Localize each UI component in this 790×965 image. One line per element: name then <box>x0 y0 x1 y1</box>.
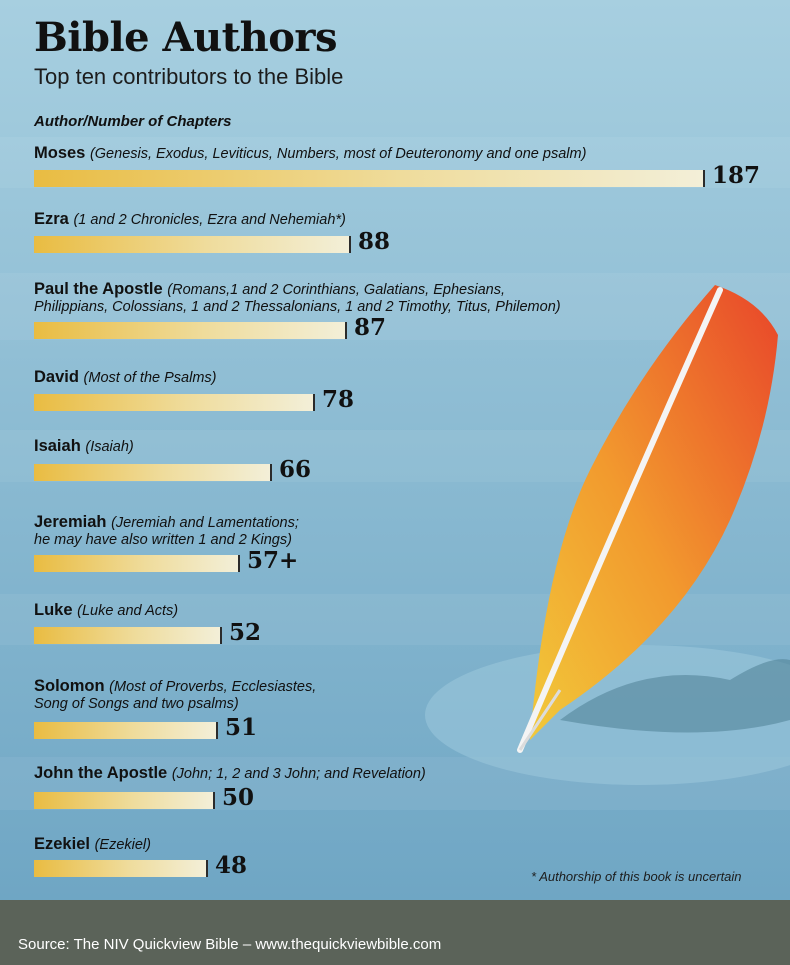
author-label <box>34 765 714 782</box>
source-credit: Source: The NIV Quickview Bible – www.thequickviewbible.com <box>18 936 442 953</box>
author-label <box>34 514 714 548</box>
author-label <box>34 438 714 455</box>
chart-subtitle: Top ten contributors to the Bible <box>34 64 344 89</box>
author-books-note: Philippians, Colossians, 1 and 2 Thessalonians, 1 and 2 Timothy, Titus, Philemon) <box>34 299 561 315</box>
author-name: David <box>34 368 79 386</box>
chapter-bar <box>34 170 705 187</box>
author-name: Moses <box>34 144 86 162</box>
chapter-bar <box>34 722 218 739</box>
author-label <box>34 369 714 386</box>
axis-header: Author/Number of Chapters <box>34 113 232 130</box>
footer <box>0 900 790 965</box>
chapter-bar <box>34 322 347 339</box>
author-books-note: (Luke and Acts) <box>77 603 179 619</box>
author-name: Ezekiel <box>34 835 90 853</box>
author-books-note: Song of Songs and two psalms) <box>34 696 239 712</box>
author-books-note: (Most of Proverbs, Ecclesiastes, <box>109 679 317 695</box>
author-name: Ezra <box>34 210 69 228</box>
author-books-note: (Most of the Psalms) <box>83 370 217 386</box>
chapter-bar <box>34 860 208 877</box>
chart-title: Bible Authors <box>34 14 337 61</box>
chapter-bar <box>34 236 351 253</box>
author-label <box>34 602 714 619</box>
author-name: Jeremiah <box>34 513 107 531</box>
chapter-bar <box>34 627 222 644</box>
chapter-bar <box>34 555 240 572</box>
author-label <box>34 836 714 853</box>
footnote: * Authorship of this book is uncertain <box>531 869 742 884</box>
chapter-count-label: 88 <box>358 228 391 255</box>
author-name: Luke <box>34 601 73 619</box>
author-books-note: (Genesis, Exodus, Leviticus, Numbers, most of Deuteronomy and one psalm) <box>89 146 587 162</box>
chapter-bar <box>34 464 272 481</box>
author-name: Solomon <box>34 677 105 695</box>
chapter-bar <box>34 394 315 411</box>
author-label <box>34 281 714 315</box>
chapter-bar <box>34 792 215 809</box>
chapter-count-label: 87 <box>354 314 387 341</box>
chapter-count-label: 66 <box>279 456 312 483</box>
author-books-note: (Romans,1 and 2 Corinthians, Galatians, Ephesians, <box>167 282 505 298</box>
chapter-count-label: 52 <box>229 619 262 646</box>
author-label <box>34 678 714 712</box>
chapter-count-label: 57+ <box>247 547 299 574</box>
chapter-count-label: 187 <box>712 162 761 189</box>
author-books-note: (Ezekiel) <box>94 837 151 853</box>
chapter-count-label: 78 <box>322 386 355 413</box>
author-books-note: (Isaiah) <box>85 439 134 455</box>
author-name: John the Apostle <box>34 764 168 782</box>
chapter-count-label: 50 <box>222 784 255 811</box>
author-books-note: (1 and 2 Chronicles, Ezra and Nehemiah*) <box>73 212 346 228</box>
chapter-count-label: 51 <box>225 714 258 741</box>
author-books-note: (John; 1, 2 and 3 John; and Revelation) <box>171 766 426 782</box>
author-name: Paul the Apostle <box>34 280 163 298</box>
author-label <box>34 145 714 162</box>
author-label <box>34 211 714 228</box>
author-books-note: (Jeremiah and Lamentations; <box>111 515 299 531</box>
chapter-count-label: 48 <box>215 852 248 879</box>
author-books-note: he may have also written 1 and 2 Kings) <box>34 532 292 548</box>
author-name: Isaiah <box>34 437 81 455</box>
